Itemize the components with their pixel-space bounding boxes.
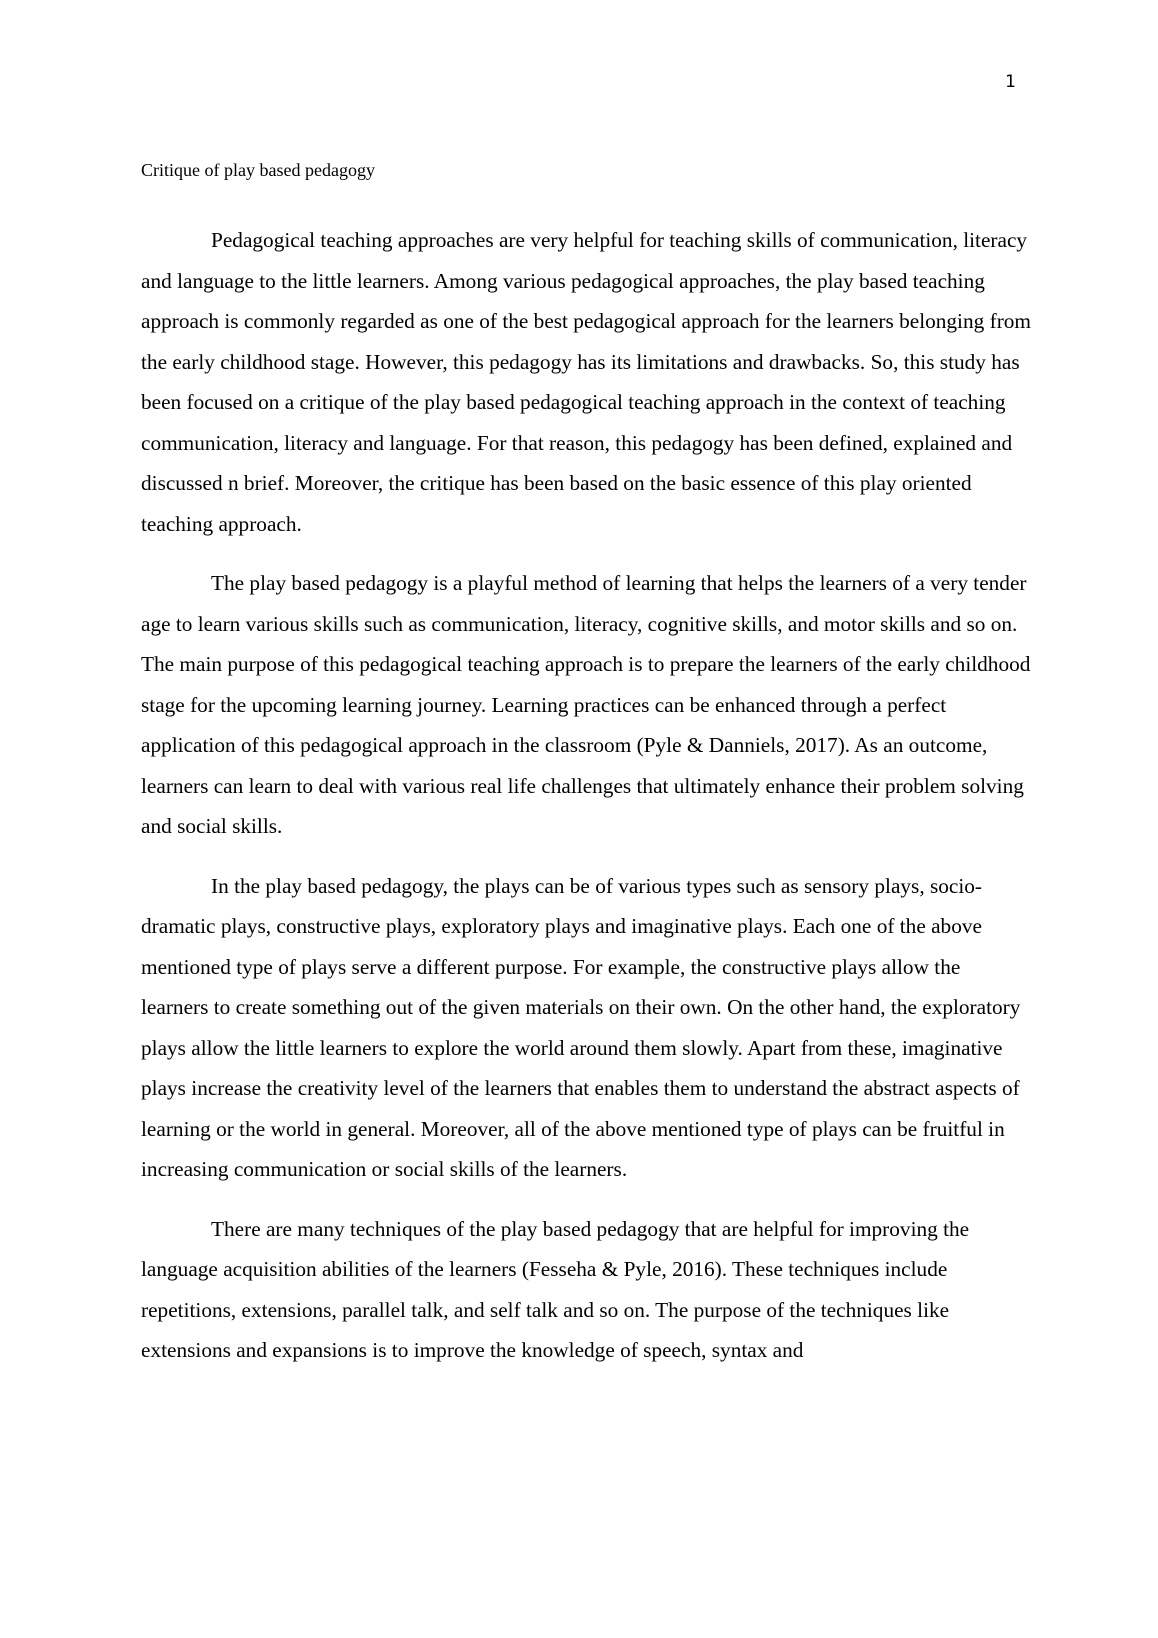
- paragraph: The play based pedagogy is a playful method of learning that helps the learners of a very tender age to learn various skills such as communication, literacy, cognitive skills, and motor skills and so on. The main purpose of this pedagogical teaching approach is to prepare the learners of the early childhood stage for the upcoming learning journey. Learning practices can be enhanced through a perfect application of this pedagogical approach in the classroom (Pyle & Danniels, 2017). As an outcome, learners can learn to deal with various real life challenges that ultimately enhance their problem solving and social skills.: [141, 571, 1031, 838]
- paragraph: Pedagogical teaching approaches are very helpful for teaching skills of communication, literacy and language to the little learners. Among various pedagogical approaches, the play based teaching approach is commonly regarded as one of the best pedagogical approach for the learners belonging from the early childhood stage. However, this pedagogy has its limitations and drawbacks. So, this study has been focused on a critique of the play based pedagogical teaching approach in the context of teaching communication, literacy and language. For that reason, this pedagogy has been defined, explained and discussed n brief. Moreover, the critique has been based on the basic essence of this play oriented teaching approach.: [141, 228, 1031, 536]
- document-body: [141, 158, 1031, 1390]
- page-number: 1: [1005, 72, 1016, 92]
- paragraph: In the play based pedagogy, the plays can be of various types such as sensory plays, socio-dramatic plays, constructive plays, exploratory plays and imaginative plays. Each one of the above mentioned type of plays serve a different purpose. For example, the constructive plays allow the learners to create something out of the given materials on their own. On the other hand, the exploratory plays allow the little learners to explore the world around them slowly. Apart from these, imaginative plays increase the creativity level of the learners that enables them to understand the abstract aspects of learning or the world in general. Moreover, all of the above mentioned type of plays can be fruitful in increasing communication or social skills of the learners.: [141, 873, 1021, 1181]
- document-title: Critique of play based pedagogy: [141, 160, 375, 180]
- paragraph: There are many techniques of the play based pedagogy that are helpful for improving the language acquisition abilities of the learners (Fesseha & Pyle, 2016). These techniques include repetitions, extensions, parallel talk, and self talk and so on. The purpose of the techniques like extensions and expansions is to improve the knowledge of speech, syntax and: [141, 1216, 970, 1362]
